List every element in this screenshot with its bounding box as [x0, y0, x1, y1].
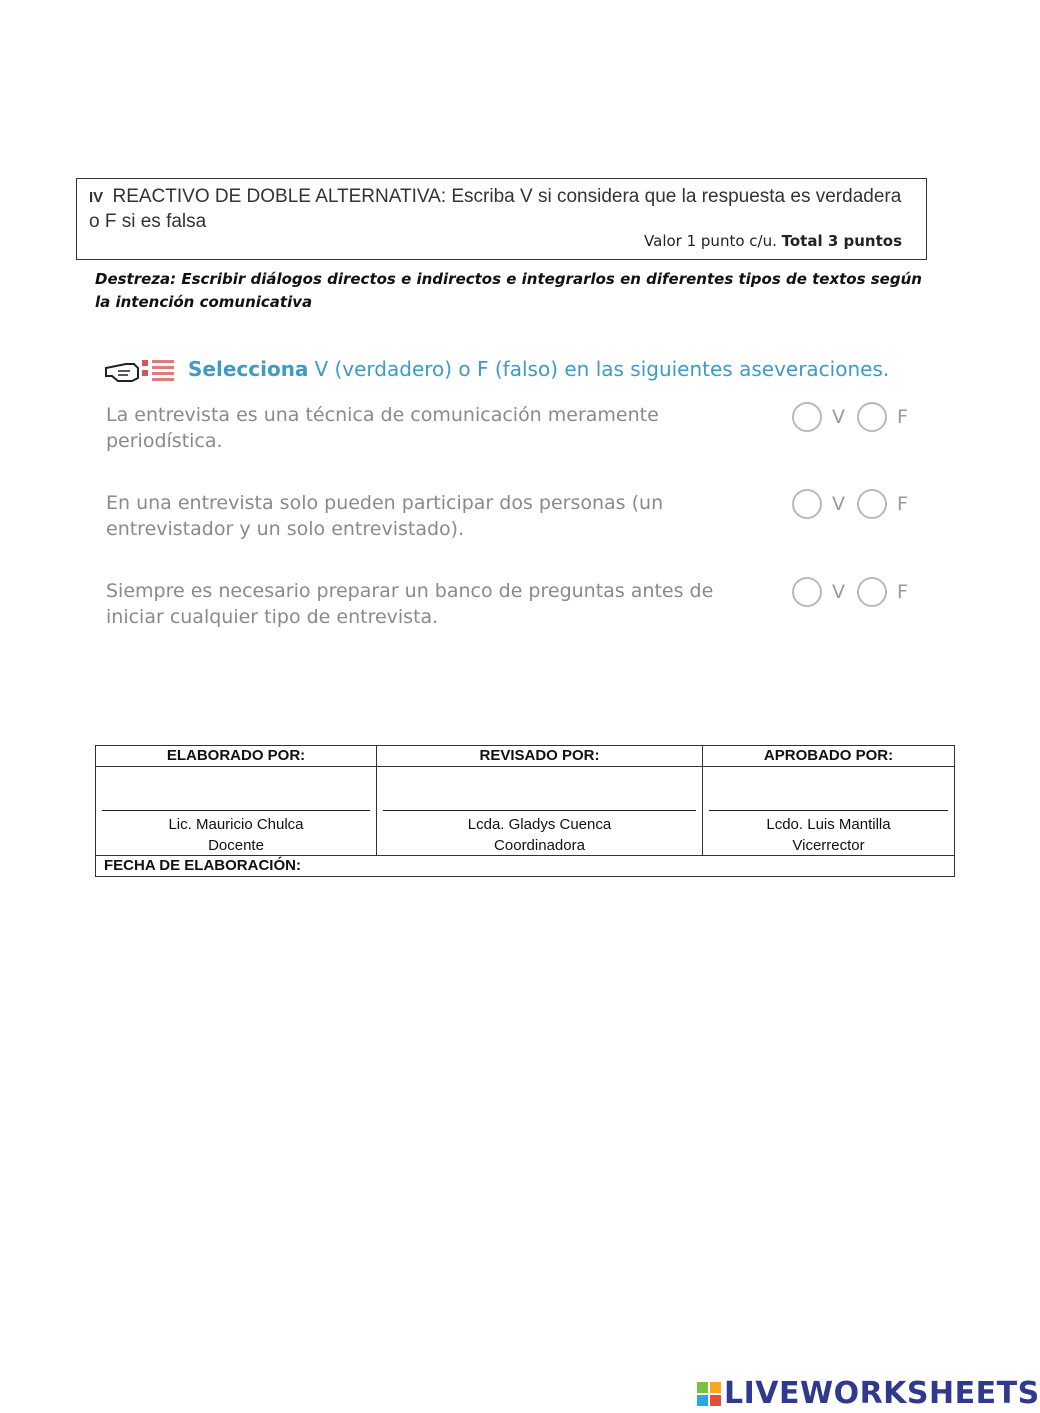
signer-role: Docente: [208, 837, 264, 854]
question-3-options: [792, 577, 920, 607]
section-title-text: REACTIVO DE DOBLE ALTERNATIVA: Escriba V si considera que la respuesta es verdadera o F si es falsa: [89, 186, 902, 232]
option-false-label: F: [897, 493, 908, 515]
question-1-radio-true[interactable]: [792, 402, 822, 432]
option-false-label: F: [897, 581, 908, 603]
question-3: Siempre es necesario preparar un banco de preguntas antes de iniciar cualquier tipo de entrevista.: [106, 580, 714, 628]
signature-table: [95, 745, 955, 877]
revisado-header: REVISADO POR:: [377, 746, 703, 767]
signature-line: [102, 810, 370, 811]
brand-text: LIVEWORKSHEETS: [724, 1376, 1040, 1411]
section-number: IV: [89, 189, 104, 206]
question-1: La entrevista es una técnica de comunicación meramente periodística.: [106, 404, 659, 452]
liveworksheets-brand: [696, 1376, 1040, 1411]
date-label: FECHA DE ELABORACIÓN:: [96, 856, 955, 877]
option-true-label: V: [832, 581, 845, 603]
question-2-radio-false[interactable]: [857, 489, 887, 519]
signature-cell-aprobado: [703, 767, 955, 856]
question-2-radio-true[interactable]: [792, 489, 822, 519]
option-true-label: V: [832, 406, 845, 428]
signature-cell-revisado: [377, 767, 703, 856]
signer-name: Lcda. Gladys Cuenca: [467, 816, 612, 833]
question-1-radio-false[interactable]: [857, 402, 887, 432]
signer-name: Lic. Mauricio Chulca: [168, 816, 304, 833]
signature-cell-elaborado: [96, 767, 377, 856]
question-2: En una entrevista solo pueden participar dos personas (un entrevistador y un solo entrevistado).: [106, 492, 664, 540]
signature-line: [709, 810, 948, 811]
signature-line: [383, 810, 696, 811]
option-false-label: F: [897, 406, 908, 428]
signer-name: Lcdo. Luis Mantilla: [766, 816, 891, 833]
section-title: [89, 185, 909, 234]
section-header-box: [76, 178, 927, 260]
question-3-radio-false[interactable]: [857, 577, 887, 607]
destreza-text: Destreza: Escribir diálogos directos e indirectos e integrarlos en diferentes tipos de textos según la intención comunicativa: [95, 270, 922, 311]
signer-role: Coordinadora: [494, 837, 585, 854]
instruction-text: V (verdadero) o F (falso) en las siguientes aseveraciones.: [314, 357, 890, 381]
aprobado-header: APROBADO POR:: [703, 746, 955, 767]
question-1-options: [792, 402, 920, 432]
instruction-verb: Selecciona: [188, 357, 309, 381]
section-total: Total 3 puntos: [781, 232, 902, 250]
section-value: Valor 1 punto c/u. Total 3 puntos: [644, 232, 902, 250]
liveworksheets-logo-icon: [696, 1381, 722, 1407]
instruction: [104, 352, 889, 386]
elaborado-header: ELABORADO POR:: [96, 746, 377, 767]
option-true-label: V: [832, 493, 845, 515]
signer-role: Vicerrector: [792, 837, 865, 854]
question-2-options: [792, 489, 920, 519]
pointing-hand-list-icon: [104, 354, 176, 384]
question-3-radio-true[interactable]: [792, 577, 822, 607]
